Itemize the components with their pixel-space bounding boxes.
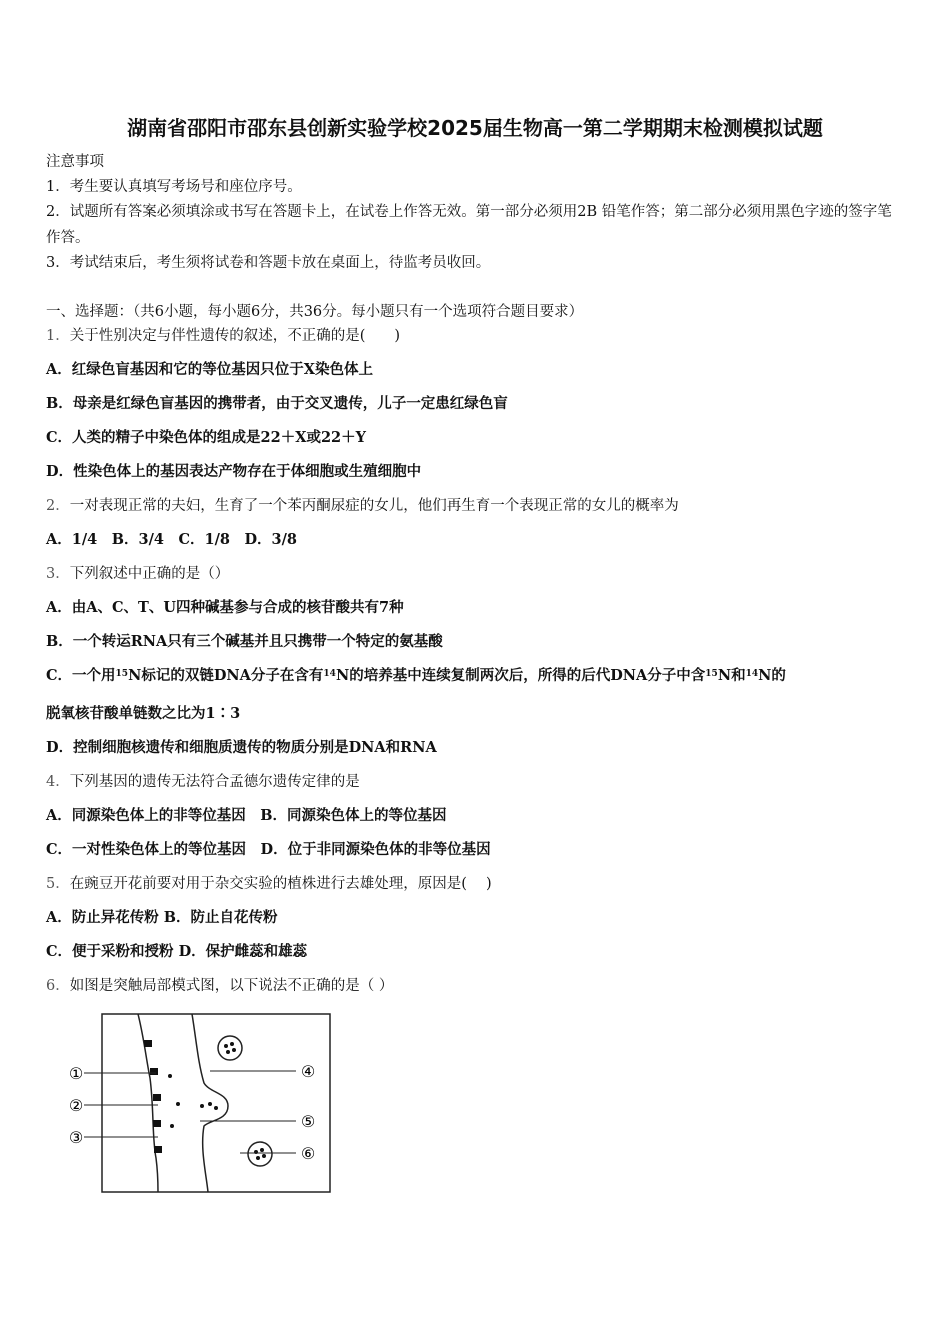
q3-option-c: C．一个用$^{15}$N标记的双链DNA分子在含有$^{14}$N的培养基中连续复制两次后，所得的后代DNA分子中含$^{15}$N和$^{14}$N的 (46, 667, 786, 684)
section-heading: 一、选择题：（共6小题，每小题6分，共36分。每小题只有一个选项符合题目要求） (46, 304, 584, 320)
question-number: 1． (46, 328, 70, 344)
q1-option-a: A．红绿色盲基因和它的等位基因只位于X染色体上 (46, 361, 373, 378)
question-stem: 一对表现正常的夫妇，生育了一个苯丙酮尿症的女儿，他们再生育一个表现正常的女儿的概率为 (69, 498, 679, 514)
neurotransmitter-dot (200, 1104, 204, 1108)
receptor-mark (153, 1120, 161, 1127)
neurotransmitter-dot (168, 1074, 172, 1078)
question-stem: 关于性别决定与伴性遗传的叙述，不正确的是( ) (69, 328, 401, 344)
question-number: 5． (46, 876, 70, 892)
q4-options-ab: A．同源染色体上的非等位基因 B．同源染色体上的等位基因 (46, 807, 447, 824)
question-3 (46, 564, 229, 584)
q3-option-b: B．一个转运RNA只有三个碱基并且只携带一个特定的氨基酸 (46, 633, 443, 650)
question-5 (46, 874, 492, 894)
q4-options-cd: C．一对性染色体上的等位基因 D．位于非同源染色体的非等位基因 (46, 841, 491, 858)
q5-options-cd: C．便于采粉和授粉 D．保护雌蕊和雄蕊 (46, 943, 308, 960)
receptor-mark (150, 1068, 158, 1075)
diagram-frame (102, 1014, 330, 1192)
synapse-diagram (60, 1008, 340, 1203)
synaptic-vesicle (248, 1142, 272, 1166)
neurotransmitter-dot (214, 1106, 218, 1110)
q2-options: A．1/4 B．3/4 C．1/8 D．3/8 (46, 531, 298, 548)
q3-option-c-continued: 脱氧核苷酸单链数之比为1∶3 (46, 705, 241, 722)
question-2 (46, 496, 679, 516)
q3-option-a: A．由A、C、T、U四种碱基参与合成的核苷酸共有7种 (46, 599, 404, 616)
neurotransmitter-dot (176, 1102, 180, 1106)
question-stem: 在豌豆开花前要对用于杂交实验的植株进行去雄处理，原因是( ) (69, 876, 492, 892)
question-number: 2． (46, 498, 70, 514)
notice-heading: 注意事项 (46, 154, 104, 170)
q5-options-ab: A．防止异花传粉 B．防止自花传粉 (46, 909, 278, 926)
label-4: ④ (300, 1062, 316, 1081)
question-number: 3． (46, 566, 70, 582)
q1-option-c: C．人类的精子中染色体的组成是22＋X或22＋Y (46, 429, 366, 446)
label-1: ① (68, 1064, 84, 1083)
question-4 (46, 772, 360, 792)
receptor-mark (154, 1146, 162, 1153)
receptor-mark (153, 1094, 161, 1101)
question-stem: 如图是突触局部模式图，以下说法不正确的是（ ） (69, 978, 394, 994)
neurotransmitter-dot (208, 1102, 212, 1106)
notice-item-3: 3．考试结束后，考生须将试卷和答题卡放在桌面上，待监考员收回。 (46, 255, 491, 271)
page-title: 湖南省邵阳市邵东县创新实验学校2025届生物高一第二学期期末检测模拟试题 (127, 116, 823, 140)
synaptic-vesicle (218, 1036, 242, 1060)
question-6 (46, 976, 393, 996)
label-6: ⑥ (300, 1144, 316, 1163)
q3-option-d: D．控制细胞核遗传和细胞质遗传的物质分别是DNA和RNA (46, 739, 437, 756)
question-number: 6． (46, 978, 70, 994)
question-number: 4． (46, 774, 70, 790)
label-3: ③ (68, 1128, 84, 1147)
notice-item-1: 1．考生要认真填写考场号和座位序号。 (46, 179, 302, 195)
receptor-mark (144, 1040, 152, 1047)
question-stem: 下列叙述中正确的是（） (69, 566, 230, 582)
notice-item-2: 2．试题所有答案必须填涂或书写在答题卡上，在试卷上作答无效。第一部分必须用2B 铅笔作答；第二部分必须用黑色字迹的签字笔作答。 (46, 204, 892, 246)
label-5: ⑤ (300, 1112, 316, 1131)
neurotransmitter-dot (170, 1124, 174, 1128)
q1-option-b: B．母亲是红绿色盲基因的携带者，由于交叉遗传，儿子一定患红绿色盲 (46, 395, 508, 412)
q1-option-d: D．性染色体上的基因表达产物存在于体细胞或生殖细胞中 (46, 463, 422, 480)
question-stem: 下列基因的遗传无法符合孟德尔遗传定律的是 (69, 774, 360, 790)
question-1 (46, 326, 400, 346)
label-2: ② (68, 1096, 84, 1115)
